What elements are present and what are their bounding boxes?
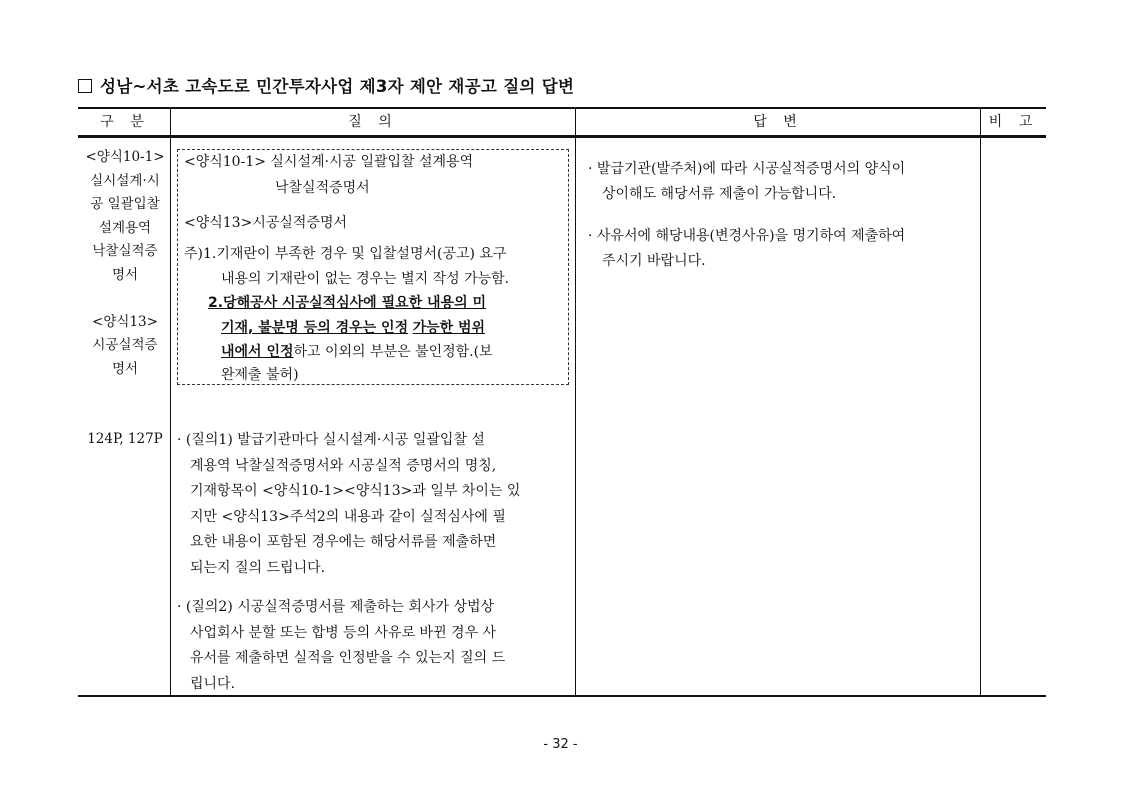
gubun-line: <양식13> <box>92 313 158 330</box>
header-question: 질 의 <box>348 114 398 130</box>
excerpt-line: 주)1.기재란이 부족한 경우 및 입찰설명서(공고) 요구 <box>184 246 507 262</box>
answer-2: · 사유서에 해당내용(변경사유)을 명기하여 제출하여 주시기 바랍니다. <box>588 228 906 269</box>
excerpt-line: 낙찰실적증명서 <box>275 180 370 196</box>
gubun-line: 실시설계·시 <box>90 172 160 189</box>
header-remark: 비 고 <box>988 114 1039 130</box>
column-divider-2 <box>575 108 576 696</box>
excerpt-line: 내용의 기재란이 없는 경우는 별지 작성 가능함. <box>221 271 510 287</box>
header-divider <box>78 135 1046 138</box>
question-1: · (질의1) 발급기관마다 실시설계·시공 일괄입찰 설 계용역 낙찰실적증명서와 시공실적 증명서의 명칭, 기재항목이 <양식10-1><양식13>과 일부 차이는 있 지만 <양식13>주석2의 내용과 같이 실적심사에 필 요한 내용이 포함된 경우에는 해당서류를 제출하면 되는지 질의 드립니다. <box>177 432 521 576</box>
gubun-cell <box>80 146 170 381</box>
table-top-border <box>78 107 1046 109</box>
excerpt-line: <양식13>시공실적증명서 <box>184 215 347 231</box>
header-gubun: 구 분 <box>100 114 150 130</box>
document-title: 성남~서초 고속도로 민간투자사업 제3자 제안 재공고 질의 답변 <box>78 73 574 97</box>
gubun-line: 설계용역 <box>98 219 152 236</box>
excerpt-bold-line: 2.당해공사 시공실적심사에 필요한 내용의 미 <box>208 295 486 311</box>
question-2: · (질의2) 시공실적증명서를 제출하는 회사가 상법상 사업회사 분할 또는 합병 등의 사유로 바뀐 경우 사 유서를 제출하면 실적을 인정받을 수 있는지 질의 드 립니다. <box>177 599 506 692</box>
page-reference: 124P, 127P <box>87 431 163 447</box>
gubun-line: <양식10-1> <box>85 149 165 165</box>
answer-1: · 발급기관(발주처)에 따라 시공실적증명서의 양식이 상이해도 해당서류 제출이 가능합니다. <box>588 161 906 202</box>
excerpt-line: 내에서 인정하고 이외의 부분은 불인정함.(보 <box>221 344 493 360</box>
gubun-line: 시공실적증 <box>92 337 158 353</box>
header-answer: 답 변 <box>753 114 803 130</box>
checkbox-square-icon <box>78 79 92 93</box>
gubun-line: 명서 <box>111 360 139 377</box>
gubun-line: 낙찰실적증 <box>92 243 158 259</box>
gubun-line: 공 일괄입찰 <box>90 196 160 212</box>
column-divider-1 <box>170 108 171 696</box>
excerpt-line: <양식10-1> 실시설계·시공 일괄입찰 설계용역 <box>184 154 474 170</box>
page-number: - 32 - <box>543 737 578 752</box>
excerpt-line: 기재, 불분명 등의 경우는 인정 가능한 범위 <box>221 320 486 336</box>
excerpt-line: 완제출 불허) <box>221 367 299 383</box>
column-divider-3 <box>980 108 981 696</box>
gubun-line: 명서 <box>111 266 139 283</box>
